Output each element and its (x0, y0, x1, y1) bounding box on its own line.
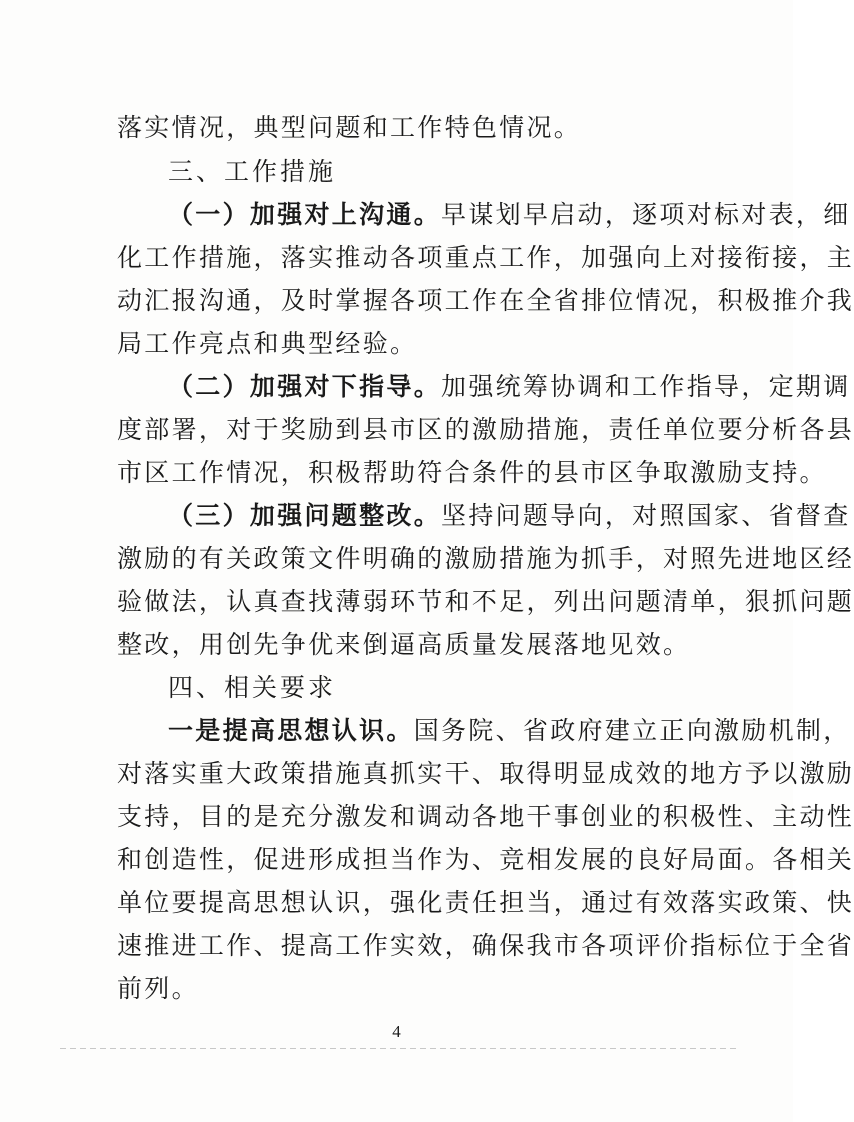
paragraph-line: 前列。 (117, 974, 199, 1003)
paragraph-line: 和创造性，促进形成担当作为、竞相发展的良好局面。各相关 (117, 845, 854, 874)
subheading-raise-awareness: 一是提高思想认识。 (168, 716, 414, 745)
paragraph-line: 度部署，对于奖励到县市区的激励措施，责任单位要分析各县 (117, 415, 854, 444)
paragraph-line (168, 200, 851, 230)
section-heading-requirements: 四、相关要求 (168, 673, 337, 702)
scan-artifact-line (60, 1048, 740, 1049)
paragraph-line: 市区工作情况，积极帮助符合条件的县市区争取激励支持。 (117, 458, 827, 487)
paragraph-line: 整改，用创先争优来倒逼高质量发展落地见效。 (117, 630, 691, 659)
paragraph-text: 国务院、省政府建立正向激励机制， (413, 716, 851, 745)
paragraph-line (168, 372, 851, 402)
paragraph-text: 加强统筹协调和工作指导，定期调 (441, 372, 851, 401)
paragraph-line (168, 501, 851, 531)
subheading-problem-rectification: （三）加强问题整改。 (168, 501, 442, 530)
paragraph-line: 验做法，认真查找薄弱环节和不足，列出问题清单，狠抓问题 (117, 587, 854, 616)
page-number: 4 (392, 1022, 401, 1041)
subheading-upward-communication: （一）加强对上沟通。 (168, 200, 442, 229)
paragraph-line: 动汇报沟通，及时掌握各项工作在全省排位情况，积极推介我 (117, 286, 854, 315)
paragraph-line: 对落实重大政策措施真抓实干、取得明显成效的地方予以激励 (117, 759, 854, 788)
paragraph-line: 激励的有关政策文件明确的激励措施为抓手，对照先进地区经 (117, 544, 854, 573)
paragraph-line: 落实情况，典型问题和工作特色情况。 (117, 113, 582, 142)
paragraph-line: 单位要提高思想认识，强化责任担当，通过有效落实政策、快 (117, 888, 854, 917)
section-heading-measures: 三、工作措施 (168, 157, 337, 186)
paragraph-line (168, 716, 851, 746)
paragraph-line: 速推进工作、提高工作实效，确保我市各项评价指标位于全省 (117, 931, 854, 960)
paragraph-line: 化工作措施，落实推动各项重点工作，加强向上对接衔接，主 (117, 243, 854, 272)
paragraph-line: 局工作亮点和典型经验。 (117, 329, 418, 358)
subheading-downward-guidance: （二）加强对下指导。 (168, 372, 442, 401)
paragraph-text: 坚持问题导向，对照国家、省督查 (441, 501, 851, 530)
paragraph-line: 支持，目的是充分激发和调动各地干事创业的积极性、主动性 (117, 802, 854, 831)
paragraph-text: 早谋划早启动，逐项对标对表，细 (441, 200, 851, 229)
